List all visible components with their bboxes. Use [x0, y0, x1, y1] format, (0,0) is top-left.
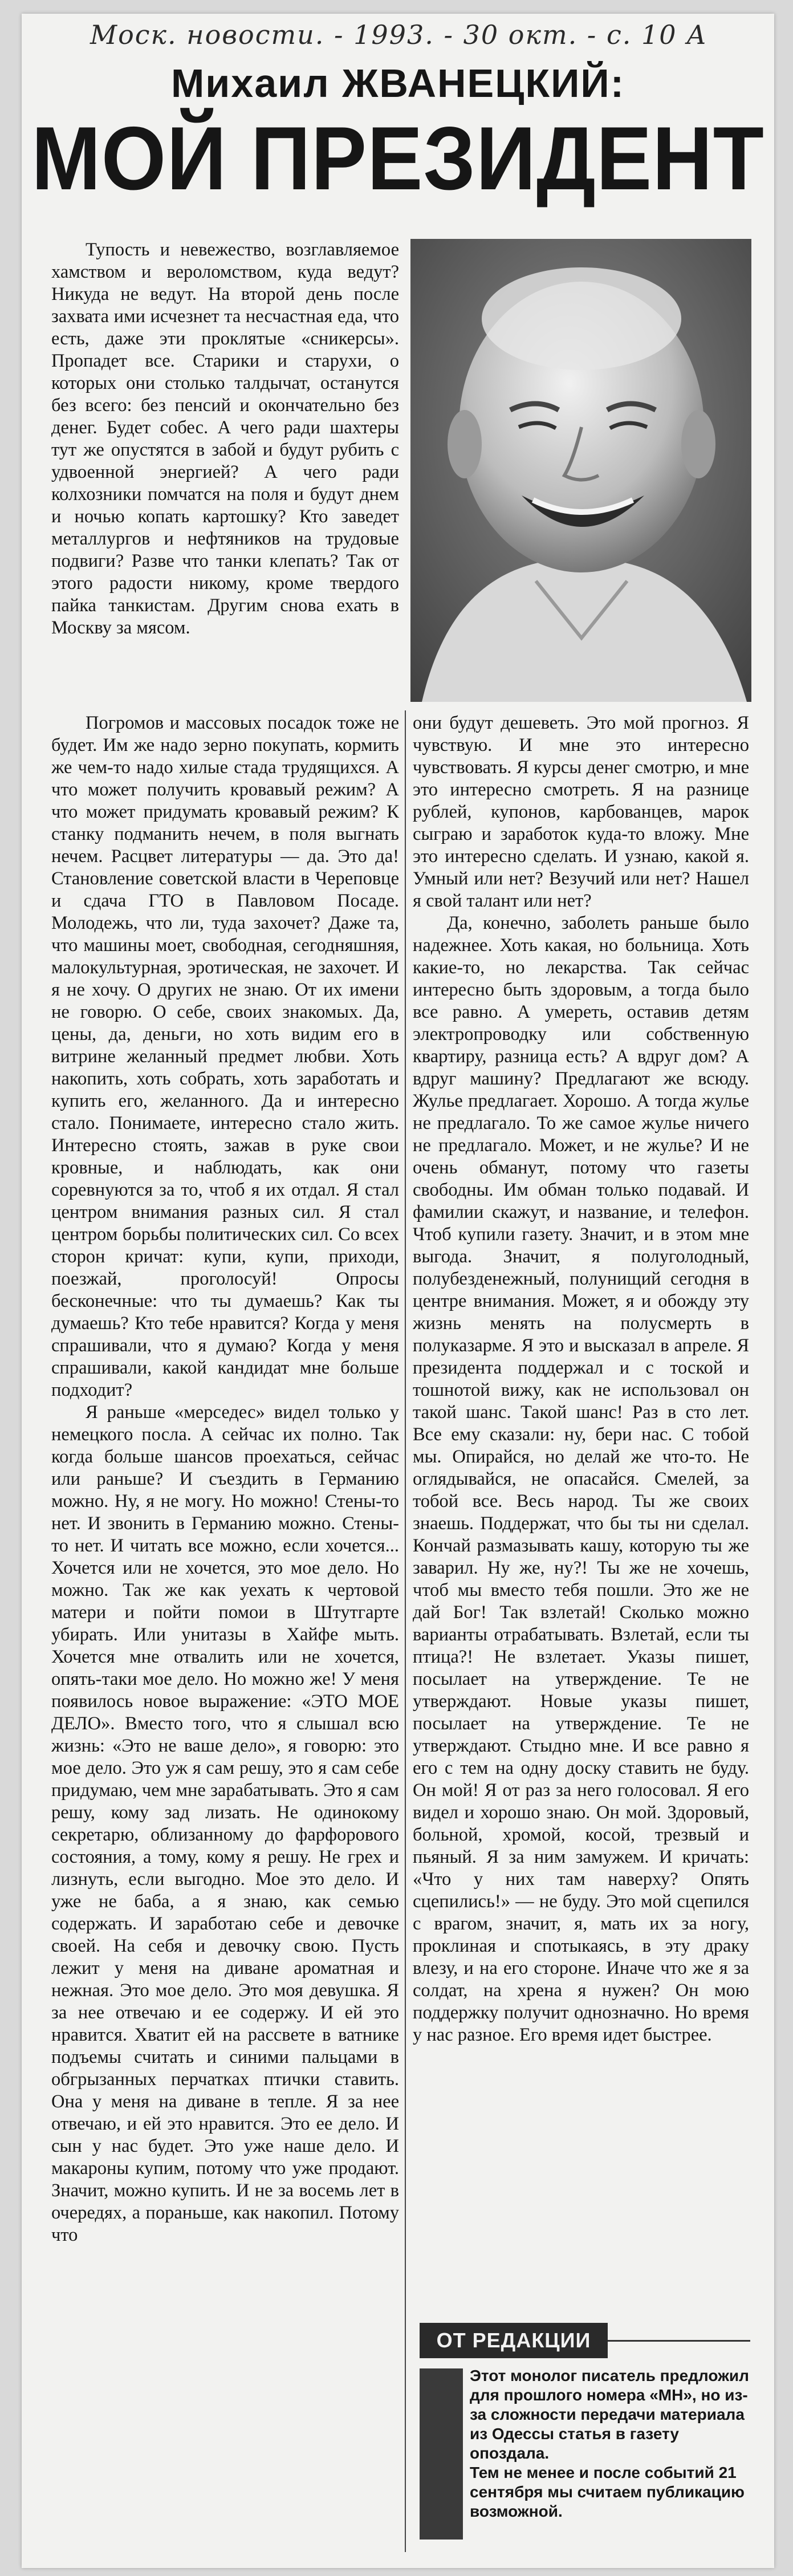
newspaper-clipping	[22, 14, 774, 2568]
editorial-rule	[608, 2340, 750, 2342]
paragraph: Тупость и невежество, возглавляемое хамством и вероломством, куда ведут? Никуда не ведут. На второй день после захвата ими исчезнет та несчастная еда, что есть, даже эти проклятые «сникерсы». Пропадет все. Старики и старухи, о которых они столько талдычат, останутся без всего: без пенсий и окончательно без денег. Будет собес. А чего ради шахтеры тут же опустятся в забой и будут рубить с удвоенной энергией? А чего ради колхозники помчатся на поля и будут днем и ночью копать картошку? Кто заведет металлургов и нефтяников на трудовые подвиги? Разве что танки клепать? Так от этого радости никому, кроме твердого пайка танкистам. Другим снова ехать в Москву за мясом.	[51, 239, 399, 638]
paragraph: Я раньше «мерседес» видел только у немецкого посла. А сейчас их полно. Так когда больше шансов проехаться, сейчас или раньше? И съездить в Германию можно. Ну, я не могу. Но можно! Стены-то нет. И звонить в Германию можно. Стены-то нет. И читать все можно, если хочется... Хочется или не хочется, это мое дело. Но можно. Так же как уехать к чертовой матери и пойти помои в Штутгарте убирать. Или унитазы в Хайфе мыть. Хочется мне отвалить или не хочется, опять-таки мое дело. Но можно же! У меня появилось новое выражение: «ЭТО МОЕ ДЕЛО». Вместо того, что я слышал всю жизнь: «Это не ваше дело», я говорю: это мое дело. Это уж я сам решу, это я сам себе придумаю, чем мне зарабатывать. Это я сам решу, кому зад лизать. Не одинокому секретарю, облизанному до фарфорового состояния, а тому, кому я решу. Не грех и лизнуть, если выгодно. Мое это дело. И уже не баба, а я знаю, как семью содержать. И заработаю себе и девочке своей. На себя и девочку свою. Пусть лежит у меня на диване ароматная и нежная. Это мое дело. Это моя девушка. Я за нее отвечаю и ее содержу. И ей это нравится. Хватит ей на рассвете в ватнике подъемы считать и синими пальцами в обгрызанных перчатках птички ставить. Она у меня на диване в тепле. Я за нее отвечаю, и ей это нравится. Это ее дело. И сын у нас будет. Это уже наше дело. И макароны купим, потому что уже продают. Значит, можно купить. И не за восемь лет в очередях, а пораньше, как накопил. Потому что	[51, 1402, 399, 2245]
editorial-heading: ОТ РЕДАКЦИИ	[420, 2323, 608, 2358]
handwritten-note: Моск. новости. - 1993. - 30 окт. - с. 10 А	[90, 19, 707, 50]
article-title: МОЙ ПРЕЗИДЕНТ	[31, 108, 764, 209]
editorial-paragraph: Этот монолог писатель предложил для прошлого номера «МН», но из-за сложности передачи материала из Одессы статья в газету опоздала.	[470, 2367, 749, 2462]
column-left-bottom	[51, 712, 399, 2554]
author-photo	[410, 239, 751, 702]
editorial-note	[420, 2323, 750, 2545]
editorial-paragraph: Тем не менее и после событий 21 сентября мы считаем публикацию возможной.	[470, 2464, 745, 2520]
editorial-text	[470, 2366, 750, 2521]
paragraph: Да, конечно, заболеть раньше было надежнее. Хоть какая, но больница. Хоть какие-то, но лекарства. Так сейчас интересно быть здоровым, а тогда было все равно. А умереть, оставив детям электропроводку или собственную квартиру, разница есть? А вдруг дом? А вдруг машину? Предлагают же всюду. Жулье предлагает. Хорошо. А тогда жулье не предлагало. То же самое жулье ничего не предлагало. Может, и не жулье? И не очень обманут, потому что газеты свободны. Им обман только подавай. И фамилии скажут, и название, и телефон. Чтоб купили газету. Значит, и в этом мне выгода. Значит, я полуголодный, полубезденежный, полунищий сегодня в центре внимания. Может, я и обожду эту жизнь менять на полусмерть в полуказарме. Я это и высказал в апреле. Я президента поддержал и с тоской и тошнотой вижу, как не использовал он такой шанс. Такой шанс! Раз в сто лет. Все ему сказали: ну, бери нас. С тобой мы. Опирайся, но делай же что-то. Не оглядывайся, не опасайся. Смелей, за тобой все. Весь народ. Ты же своих знаешь. Поддержат, что бы ты ни сделал. Кончай размазывать кашу, которую ты же заварил. Ну же, ну?! Ты же не хочешь, чтоб мы вместо тебя пошли. Это же не дай Бог! Так взлетай! Сколько можно варианты отрабатывать. Взлетай, если ты птица?! Не взлетает. Указы пишет, посылает на утверждение. Те не утверждают. Новые указы пишет, посылает на утверждение. Те не утверждают. Стыдно мне. И все равно я его с тем на одну доску ставить не буду. Он мой! Я от раз за него голосовал. Я его видел и хорошо знаю. Он мой. Здоровый, больной, хромой, косой, трезвый и пьяный. Я за ним замужем. И кричать: «Что у них там наверху? Опять сцепились!» — не буду. Это мой сцепился с врагом, значит, я, мать их за ногу, проклиная и спотыкаясь, в эту драку влезу, и на его стороне. Иначе что же я за солдат, на хрена я нужен? Он мою поддержку получит однозначно. Но время у нас разное. Его время идет быстрее.	[413, 913, 749, 2045]
portrait-image	[410, 239, 751, 702]
column-divider	[405, 710, 406, 2552]
column-left-top	[51, 239, 399, 709]
paragraph: они будут дешеветь. Это мой прогноз. Я чувствую. И мне это интересно чувствовать. Я курсы денег смотрю, и мне это интересно смотреть. Я на разнице рублей, купонов, карбованцев, марок сыграю и заработок куда-то вложу. Мне это интересно сделать. И узнаю, какой я. Умный или нет? Везучий или нет? Нашел я свой талант или нет?	[413, 713, 749, 911]
column-right	[413, 712, 749, 2317]
article-author: Михаил ЖВАНЕЦКИЙ:	[170, 61, 625, 105]
paragraph: Погромов и массовых посадок тоже не будет. Им же надо зерно покупать, кормить же чем-то надо хилые стада трудящихся. А что может получить кровавый режим? А что может придумать кровавый режим? К станку подманить нечем, в поля выгнать нечем. Расцвет литературы — да. Это да! Становление советской власти в Череповце и сдача ГТО в Павловом Посаде. Молодежь, что ли, туда захочет? Даже та, что машины моет, свободная, сегодняшняя, малокультурная, эротическая, не захочет. И я не хочу. О других не знаю. От их имени не говорю. О себе, своих знакомых. Да, цены, да, деньги, но хоть видим его в витрине желанный предмет любви. Хоть накопить, хоть собрать, хоть заработать и купить его, желанного. Да и интересно стало. Понимаете, интересно стало жить. Интересно стоять, зажав в руке свои кровные, и наблюдать, как они соревнуются за то, чтоб я их отдал. Я стал центром внимания разных сил. Я стал центром борьбы политических сил. Со всех сторон кричат: купи, купи, приходи, поезжай, проголосуй! Опросы бесконечные: что ты думаешь? Как ты думаешь? Кто тебе нравится? Когда у меня спрашивали, что я думаю? Когда у меня спрашивали, какой кандидат мне больше подходит?	[51, 713, 399, 1400]
editorial-decorative-strip	[420, 2368, 463, 2540]
